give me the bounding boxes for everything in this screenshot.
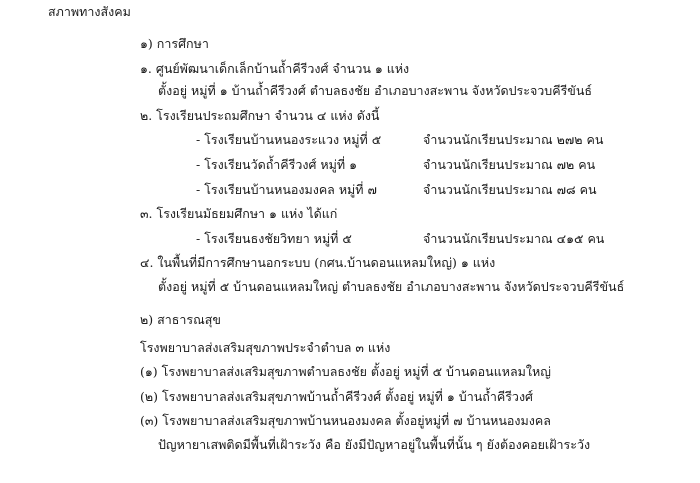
- education-item1-title: ๑. ศูนย์พัฒนาเด็กเล็กบ้านถ้ำคีรีวงศ์ จำนวน ๑ แห่ง: [140, 61, 410, 76]
- health-list-item: (๓) โรงพยาบาลส่งเสริมสุขภาพบ้านหนองมงคล ตั้งอยู่หมู่ที่ ๗ บ้านหนองมงคล: [140, 413, 551, 428]
- education-item3-title: ๓. โรงเรียนมัธยมศึกษา ๑ แห่ง ได้แก่: [140, 206, 338, 221]
- school-name: - โรงเรียนบ้านหนองระแวง หมู่ที่ ๕: [196, 132, 382, 147]
- education-item4-title: ๔. ในพื้นที่มีการศึกษานอกระบบ (กศน.บ้านดอนแหลมใหญ่) ๑ แห่ง: [140, 255, 496, 270]
- school-students: จำนวนนักเรียนประมาณ ๒๗๒ คน: [423, 132, 604, 147]
- school-name: - โรงเรียนธงชัยวิทยา หมู่ที่ ๕: [196, 231, 352, 246]
- school-name: - โรงเรียนวัดถ้ำคีรีวงศ์ หมู่ที่ ๑: [196, 157, 358, 172]
- section-title: สภาพทางสังคม: [48, 4, 131, 19]
- education-item1-location: ตั้งอยู่ หมู่ที่ ๑ บ้านถ้ำคีรีวงศ์ ตำบลธงชัย อำเภอบางสะพาน จังหวัดประจวบคีรีขันธ์: [158, 83, 593, 98]
- health-list-item: (๑) โรงพยาบาลส่งเสริมสุขภาพตำบลธงชัย ตั้งอยู่ หมู่ที่ ๕ บ้านดอนแหลมใหญ่: [140, 364, 551, 379]
- health-summary: โรงพยาบาลส่งเสริมสุขภาพประจำตำบล ๓ แห่ง: [140, 340, 391, 355]
- health-list-item: (๒) โรงพยาบาลส่งเสริมสุขภาพบ้านถ้ำคีรีวงศ์ ตั้งอยู่ หมู่ที่ ๑ บ้านถ้ำคีรีวงศ์: [140, 389, 533, 404]
- school-students: จำนวนนักเรียนประมาณ ๔๑๕ คน: [423, 231, 605, 246]
- school-name: - โรงเรียนบ้านหนองมงคล หมู่ที่ ๗: [196, 182, 377, 197]
- school-students: จำนวนนักเรียนประมาณ ๗๘ คน: [423, 182, 597, 197]
- health-heading: ๒) สาธารณสุข: [140, 312, 221, 327]
- education-heading: ๑) การศึกษา: [140, 36, 209, 51]
- education-item2-title: ๒. โรงเรียนประถมศึกษา จำนวน ๔ แห่ง ดังนี้: [140, 108, 380, 123]
- school-students: จำนวนนักเรียนประมาณ ๗๒ คน: [423, 157, 596, 172]
- drug-note: ปัญหายาเสพติดมีพื้นที่เฝ้าระวัง คือ ยังมีปัญหาอยู่ในพื้นที่นั้น ๆ ยังต้องคอยเฝ้าระวัง: [158, 437, 591, 452]
- education-item4-location: ตั้งอยู่ หมู่ที่ ๕ บ้านดอนแหลมใหญ่ ตำบลธงชัย อำเภอบางสะพาน จังหวัดประจวบคีรีขันธ์: [158, 279, 625, 294]
